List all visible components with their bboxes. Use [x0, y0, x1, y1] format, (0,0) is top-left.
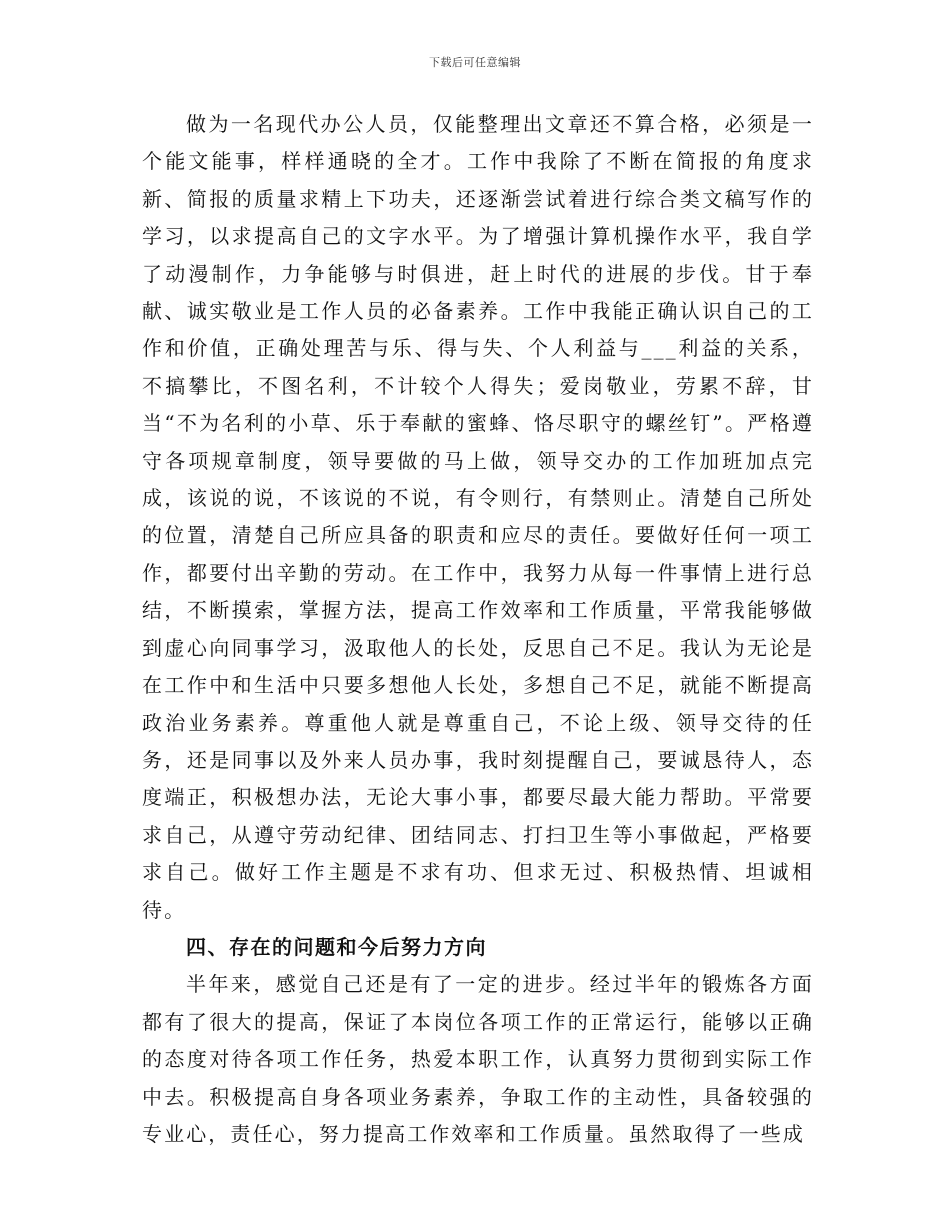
page-header: 下载后可任意编辑 — [429, 56, 521, 69]
document-body — [142, 106, 814, 1153]
body-paragraph: 做为一名现代办公人员，仅能整理出文章还不算合格，必须是一个能文能事，样样通晓的全才。工作中我除了不断在简报的角度求新、简报的质量求精上下功夫，还逐渐尝试着进行综合类文稿写作的学习，以求提高自己的文字水平。为了增强计算机操作水平，我自学了动漫制作，力争能够与时俱进，赶上时代的进展的步伐。甘于奉献、诚实敬业是工作人员的必备素养。工作中我能正确认识自己的工作和价值，正确处理苦与乐、得与失、个人利益与___利益的关系，不搞攀比，不图名利，不计较个人得失；爱岗敬业，劳累不辞，甘当“不为名利的小草、乐于奉献的蜜蜂、恪尽职守的螺丝钉”。严格遵守各项规章制度，领导要做的马上做，领导交办的工作加班加点完成，该说的说，不该说的不说，有令则行，有禁则止。清楚自己所处的位置，清楚自己所应具备的职责和应尽的责任。要做好任何一项工作，都要付出辛勤的劳动。在工作中，我努力从每一件事情上进行总结，不断摸索，掌握方法，提高工作效率和工作质量，平常我能够做到虚心向同事学习，汲取他人的长处，反思自己不足。我认为无论是在工作中和生活中只要多想他人长处，多想自己不足，就能不断提高政治业务素养。尊重他人就是尊重自己，不论上级、领导交待的任务，还是同事以及外来人员办事，我时刻提醒自己，要诚恳待人，态度端正，积极想办法，无论大事小事，都要尽最大能力帮助。平常要求自己，从遵守劳动纪律、团结同志、打扫卫生等小事做起，严格要求自己。做好工作主题是不求有功、但求无过、积极热情、坦诚相待。 — [142, 112, 814, 922]
section-heading: 四、存在的问题和今后努力方向 — [186, 934, 487, 959]
body-paragraph: 半年来，感觉自己还是有了一定的进步。经过半年的锻炼各方面都有了很大的提高，保证了本岗位各项工作的正常运行，能够以正确的态度对待各项工作任务，热爱本职工作，认真努力贯彻到实际工作中去。积极提高自身各项业务素养，争取工作的主动性，具备较强的专业心，责任心，努力提高工作效率和工作质量。虽然取得了一些成 — [142, 972, 814, 1146]
